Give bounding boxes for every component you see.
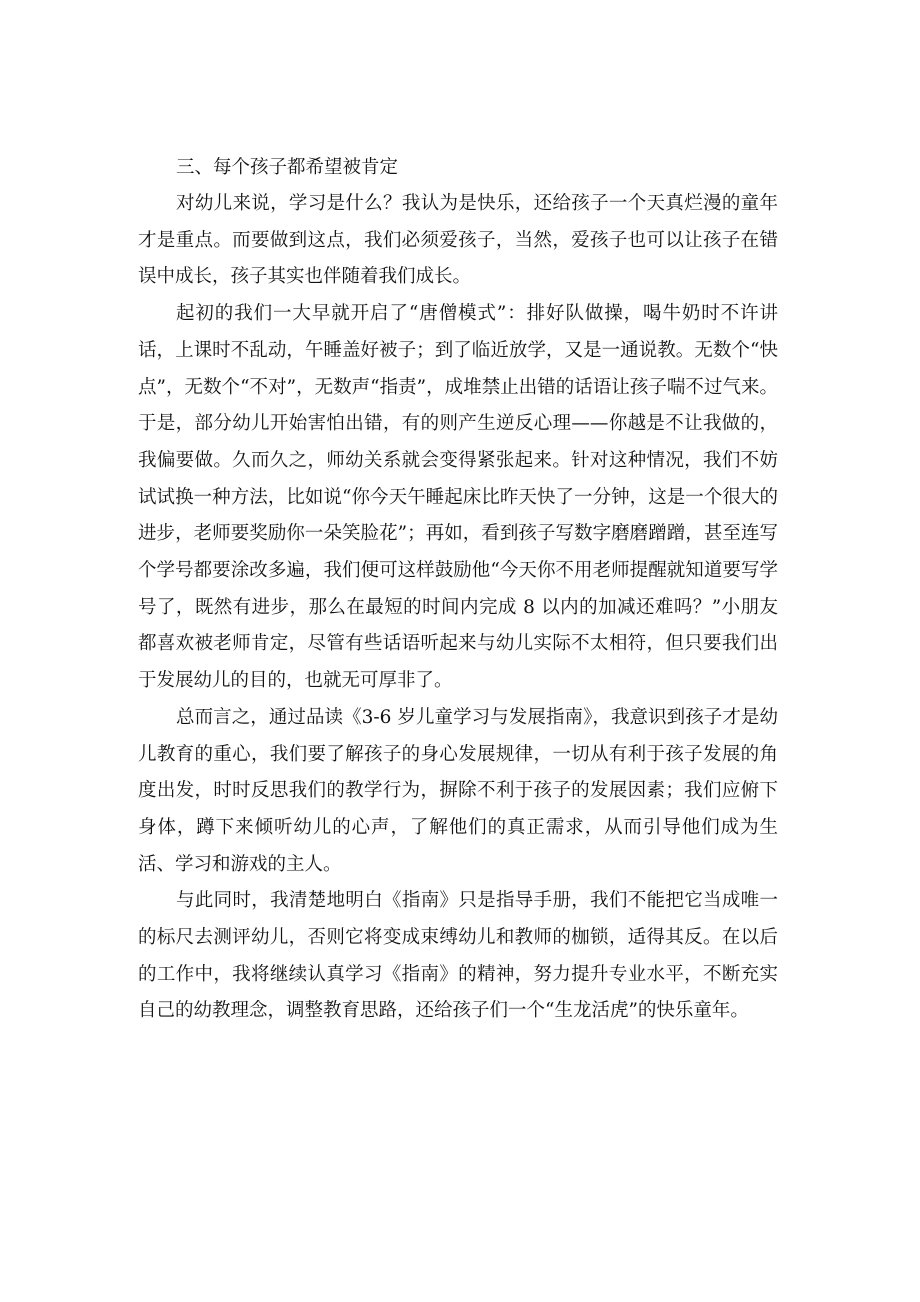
section-heading: 三、每个孩子都希望被肯定	[176, 157, 399, 178]
document-body	[138, 150, 778, 1030]
paragraph-4: 与此同时，我清楚地明白《指南》只是指导手册，我们不能把它当成唯一的标尺去测评幼儿，否则它将变成束缚幼儿和教师的枷锁，适得其反。在以后的工作中，我将继续认真学习《指南》的精神，努力提升专业水平，不断充实自己的幼教理念，调整教育思路，还给孩子们一个“生龙活虎”的快乐童年。	[138, 890, 778, 1022]
paragraph-1: 对幼儿来说，学习是什么？我认为是快乐，还给孩子一个天真烂漫的童年才是重点。而要做到这点，我们必须爱孩子，当然，爱孩子也可以让孩子在错误中成长，孩子其实也伴随着我们成长。	[138, 193, 778, 288]
paragraph-2: 起初的我们一大早就开启了“唐僧模式”：排好队做操，喝牛奶时不许讲话，上课时不乱动，午睡盖好被子；到了临近放学，又是一通说教。无数个“快点”，无数个“不对”，无数声“指责”，成堆禁止出错的话语让孩子喘不过气来。于是，部分幼儿开始害怕出错，有的则产生逆反心理——你越是不让我做的，我偏要做。久而久之，师幼关系就会变得紧张起来。针对这种情况，我们不妨试试换一种方法，比如说“你今天午睡起床比昨天快了一分钟，这是一个很大的进步，老师要奖励你一朵笑脸花”；再如，看到孩子写数字磨磨蹭蹭，甚至连写个学号都要涂改多遍，我们便可这样鼓励他“今天你不用老师提醒就知道要写学号了，既然有进步，那么在最短的时间内完成 8 以内的加减还难吗？”小朋友都喜欢被老师肯定，尽管有些话语听起来与幼儿实际不太相符，但只要我们出于发展幼儿的目的，也就无可厚非了。	[138, 303, 778, 692]
paragraph-3: 总而言之，通过品读《3-6 岁儿童学习与发展指南》，我意识到孩子才是幼儿教育的重心，我们要了解孩子的身心发展规律，一切从有利于孩子发展的角度出发，时时反思我们的教学行为，摒除不利于孩子的发展因素；我们应俯下身体，蹲下来倾听幼儿的心声，了解他们的真正需求，从而引导他们成为生活、学习和游戏的主人。	[138, 706, 778, 875]
